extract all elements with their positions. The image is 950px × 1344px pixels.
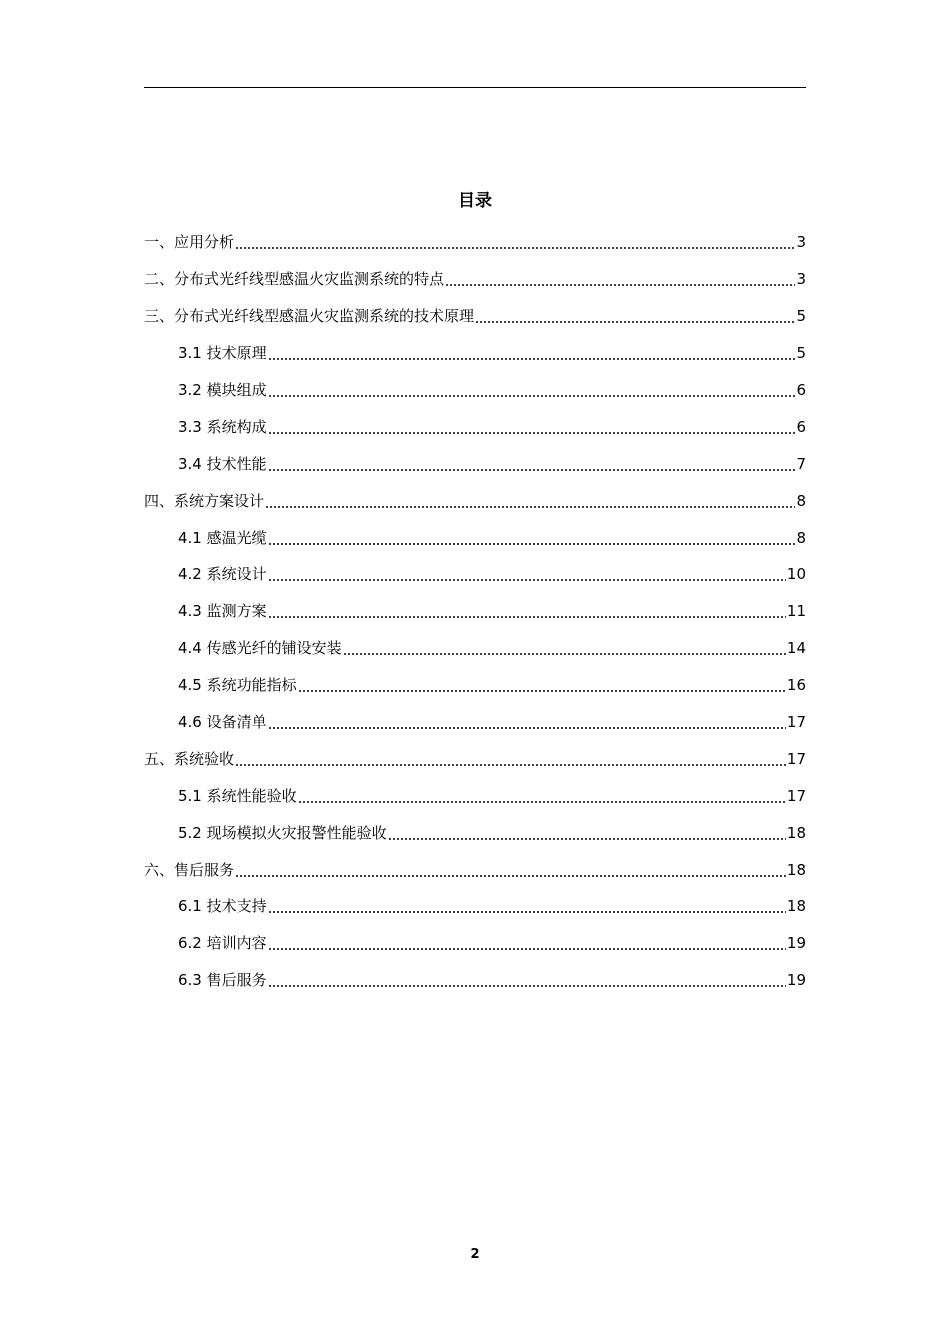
- toc-entry[interactable]: [144, 482, 806, 519]
- toc-entry-label: 6.3 售后服务: [178, 971, 267, 990]
- toc-entry[interactable]: [144, 740, 806, 777]
- toc-leader-dots: [445, 268, 795, 290]
- toc-entry-label: 6.2 培训内容: [178, 934, 267, 953]
- toc-entry-page: 19: [786, 934, 806, 953]
- page-number: 2: [470, 1247, 480, 1262]
- toc-entry-label: 3.3 系统构成: [178, 417, 267, 436]
- toc-entry-label: 五、系统验收: [144, 749, 235, 768]
- toc-entry-label: 三、分布式光纤线型感温火灾监测系统的技术原理: [144, 307, 475, 326]
- toc-leader-dots: [268, 563, 786, 585]
- toc-entry[interactable]: [144, 925, 806, 962]
- toc-entry-label: 4.5 系统功能指标: [178, 676, 297, 695]
- toc-leader-dots: [475, 305, 795, 327]
- toc-leader-dots: [235, 859, 786, 881]
- toc-entry-label: 4.3 监测方案: [178, 602, 267, 621]
- toc-leader-dots: [235, 231, 795, 253]
- toc-entry-page: 16: [786, 676, 806, 695]
- toc-leader-dots: [235, 748, 786, 770]
- toc-entry-label: 4.6 设备清单: [178, 713, 267, 732]
- toc-entry-label: 4.1 感温光缆: [178, 528, 267, 547]
- toc-leader-dots: [268, 453, 796, 475]
- toc-leader-dots: [268, 711, 786, 733]
- toc-entry-page: 18: [786, 823, 806, 842]
- toc-entry[interactable]: [144, 630, 806, 667]
- toc-entry-page: 6: [796, 417, 806, 436]
- toc-entry[interactable]: [144, 519, 806, 556]
- toc-entry-page: 8: [796, 528, 806, 547]
- toc-entry-label: 二、分布式光纤线型感温火灾监测系统的特点: [144, 270, 445, 289]
- toc-entry-label: 3.4 技术性能: [178, 454, 267, 473]
- toc-entry[interactable]: [144, 962, 806, 999]
- toc-entry-label: 5.1 系统性能验收: [178, 786, 297, 805]
- toc-entry[interactable]: [144, 851, 806, 888]
- toc-leader-dots: [268, 416, 796, 438]
- toc-entry-page: 18: [786, 860, 806, 879]
- toc-entry[interactable]: [144, 445, 806, 482]
- toc-entry[interactable]: [144, 556, 806, 593]
- toc-entry[interactable]: [144, 224, 806, 261]
- toc-entry[interactable]: [144, 372, 806, 409]
- toc-entry-label: 4.4 传感光纤的铺设安装: [178, 639, 342, 658]
- toc-entry-page: 7: [796, 454, 806, 473]
- toc-entry[interactable]: [144, 593, 806, 630]
- header-rule: [144, 87, 806, 88]
- toc-leader-dots: [298, 785, 786, 807]
- toc-entry[interactable]: [144, 814, 806, 851]
- toc-entry-page: 5: [796, 344, 806, 363]
- toc-entry-page: 8: [796, 491, 806, 510]
- toc-entry-label: 4.2 系统设计: [178, 565, 267, 584]
- toc-entry-page: 19: [786, 971, 806, 990]
- toc-leader-dots: [298, 674, 786, 696]
- toc-entry-page: 6: [796, 381, 806, 399]
- toc-entry-label: 3.1 技术原理: [178, 344, 267, 363]
- toc-entry[interactable]: [144, 667, 806, 704]
- toc-entry-label: 6.1 技术支持: [178, 897, 267, 916]
- toc-leader-dots: [268, 527, 796, 549]
- toc-leader-dots: [268, 969, 786, 991]
- toc-entry[interactable]: [144, 408, 806, 445]
- toc-leader-dots: [388, 822, 786, 844]
- toc-leader-dots: [268, 600, 786, 622]
- toc-entry[interactable]: [144, 298, 806, 335]
- toc-title: 目录: [458, 191, 492, 211]
- toc-entry-page: 18: [786, 897, 806, 916]
- toc-leader-dots: [268, 342, 796, 364]
- toc-entry[interactable]: [144, 888, 806, 925]
- toc-entry-page: 14: [786, 639, 806, 658]
- toc-entry-page: 17: [786, 713, 806, 732]
- toc-entry[interactable]: [144, 704, 806, 741]
- toc-entry-page: 17: [786, 749, 806, 768]
- toc-leader-dots: [265, 490, 795, 512]
- toc-entry[interactable]: [144, 777, 806, 814]
- toc-entry-label: 3.2 模块组成: [178, 381, 267, 399]
- table-of-contents: [144, 224, 806, 999]
- toc-entry-page: 11: [786, 602, 806, 621]
- toc-entry-page: 3: [796, 233, 806, 252]
- toc-entry[interactable]: [144, 261, 806, 298]
- toc-leader-dots: [343, 637, 786, 659]
- toc-entry-label: 5.2 现场模拟火灾报警性能验收: [178, 823, 387, 842]
- toc-leader-dots: [268, 379, 796, 401]
- toc-entry-label: 六、售后服务: [144, 860, 235, 879]
- toc-entry[interactable]: [144, 335, 806, 372]
- toc-entry-page: 17: [786, 786, 806, 805]
- toc-entry-page: 3: [796, 270, 806, 289]
- toc-entry-page: 5: [796, 307, 806, 326]
- toc-entry-label: 一、应用分析: [144, 233, 235, 252]
- toc-leader-dots: [268, 895, 786, 917]
- toc-entry-label: 四、系统方案设计: [144, 491, 265, 510]
- toc-leader-dots: [268, 932, 786, 954]
- toc-entry-page: 10: [786, 565, 806, 584]
